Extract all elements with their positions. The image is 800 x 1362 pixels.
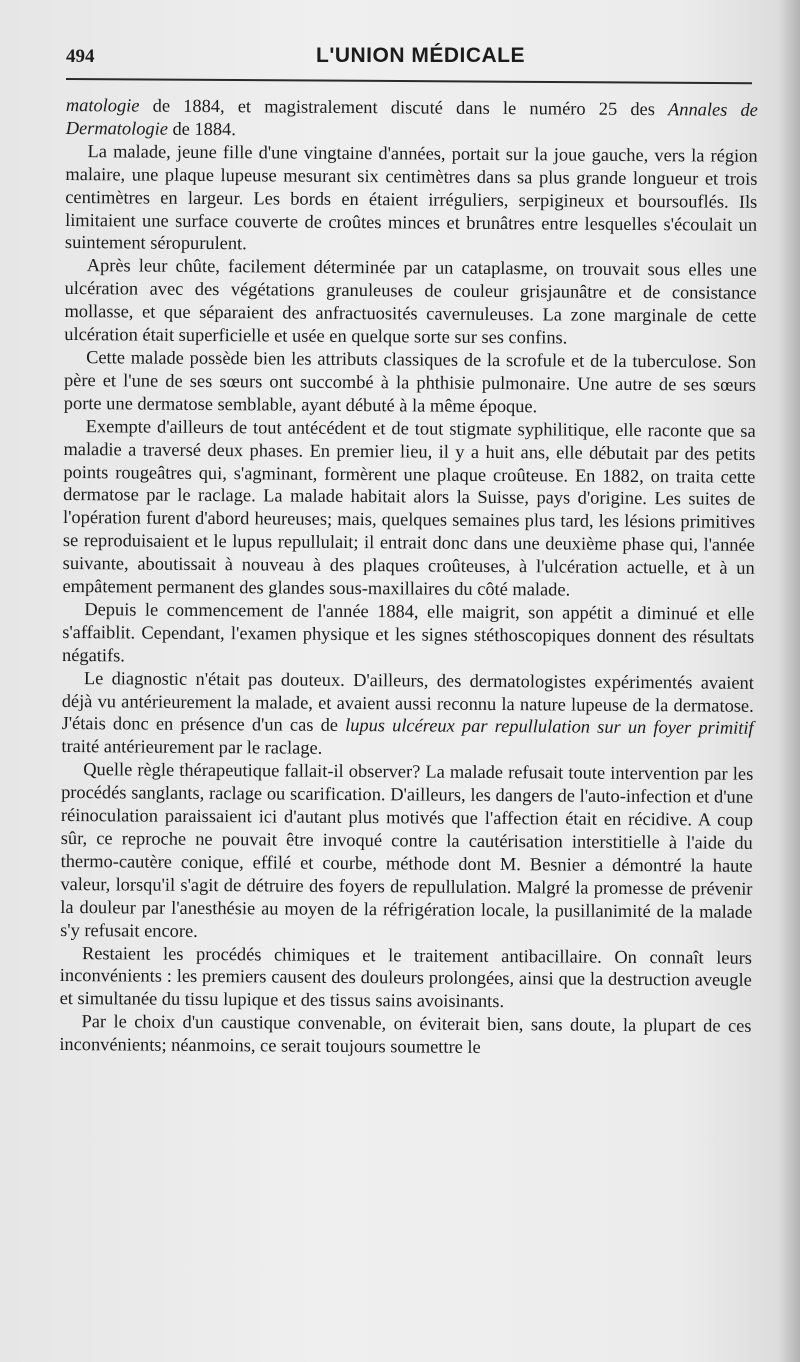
text-run: Le diagnostic n'était pas douteux. D'ailleurs, des dermatologistes expérimentés avaient déjà vu antérieurement la malade, et avaient aussi reconnu la nature lupeuse de la dermatose. J'étais donc en présence d'un cas de [61,667,754,736]
text-run: Après leur chûte, facilement déterminée par un cataplasme, on trouvait sous elles une ulcération avec des végétations granuleuses de couleur grisjaunâtre et de consistance mollasse, et que séparaient des anfractuosités cavernuleuses. La zone marginale de cette ulcération était superficielle et usée en quelque sorte sur ses confins. [64,255,757,348]
text-run: de 1884. [167,118,236,140]
page-number: 494 [66,46,95,67]
paragraph [60,758,753,946]
paragraph [62,415,755,603]
italic-text: Annales de Dermatologie [65,99,758,139]
paragraph [65,140,758,259]
text-run: Cette malade possède bien les attributs classiques de la scrofule et de la tuberculose. Son père et l'une de ses sœurs ont succombé à la phthisie pulmonaire. Une autre de ses sœurs porte une dermatose semblable, ayant débuté à la même époque. [63,347,757,417]
text-run: Exempte d'ailleurs de tout antécédent et de tout stigmate syphilitique, elle raconte que sa maladie a traversé deux phases. En premier lieu, il y a huit ans, elle débutait par des petits points rougeâtres qui, s'agminant, formèrent une plaque croûteuse. En 1882, on traita cette dermatose par le raclage. La malade habitait alors la Suisse, pays d'origine. Les suites de l'opération furent d'abord heureuses; mais, quelques semaines plus tard, les lésions primitives se reproduisaient et le lupus repullulait; il entrait donc dans une deuxième phase qui, l'année suivante, aboutissait à nouveau à des plaques croûteuses, à l'ulcération actuelle, et à un empâtement permanent des glandes sous-maxillaires du côté malade. [62,415,756,600]
paragraph [60,942,752,1016]
paragraph [66,94,758,145]
italic-text: lupus ulcéreux par repullulation sur un foyer primitif [345,715,754,739]
page-edge-shadow [778,0,800,1362]
text-run: Quelle règle thérapeutique fallait-il observer? La malade refusait toute intervention par les procédés sanglants, raclage ou scarification. D'ailleurs, les dangers de l'auto-infection et d'une réinoculation paraissaient ici d'autant plus motivés que l'affection était en récidive. A coup sûr, ce reproche ne pouvait être invoqué contre la cautérisation interstitielle à l'aide du thermo-cautère conique, effilé et courbe, méthode dont M. Besnier a démontré la haute valeur, lorsqu'il s'agit de détruire des foyers de repullulation. Malgré la promesse de prévenir la douleur par l'anesthésie au moyen de la réfrigération locale, la pusillanimité de la malade s'y refusait encore. [60,759,754,941]
text-run: Depuis le commencement de l'année 1884, elle maigrit, son appétit a diminué et elle s'affaiblit. Cependant, l'examen physique et les signes stéthoscopiques donnent des résultats négatifs. [62,599,755,666]
paragraph [61,667,754,763]
text-run: de 1884, et magistralement discuté dans le numéro 25 des [139,95,669,120]
paragraph [64,346,756,420]
italic-text: matologie [65,94,140,116]
journal-title: L'UNION MÉDICALE [316,44,525,67]
text-run: Par le choix d'un caustique convenable, on éviterait bien, sans doute, la plupart de ces inconvénients; néanmoins, ce serait toujours soumettre le [59,1011,752,1058]
paragraph [59,1010,751,1061]
header-rule [66,78,752,84]
running-header [66,44,760,74]
text-run: La malade, jeune fille d'une vingtaine d'années, portait sur la joue gauche, vers la région malaire, une plaque lupeuse mesurant six centimètres dans sa plus grande longueur et trois centimètres en largeur. Les bords en étaient irréguliers, serpigineux et boursouflés. Ils limitaient une surface couverte de croûtes minces et brunâtres entre lesquelles s'écoulait un suintement séropurulent. [64,140,758,254]
article-body [59,94,758,1061]
paragraph [64,254,757,350]
text-run: traité antérieurement par le raclage. [61,736,323,759]
paragraph [62,598,754,672]
text-run: Restaient les procédés chimiques et le traitement antibacillaire. On connaît leurs inconvénients : les premiers causent des douleurs prolongées, ainsi que la destruction aveugle et simultanée du tissu lupique et des tissus sains avoisinants. [59,942,753,1012]
